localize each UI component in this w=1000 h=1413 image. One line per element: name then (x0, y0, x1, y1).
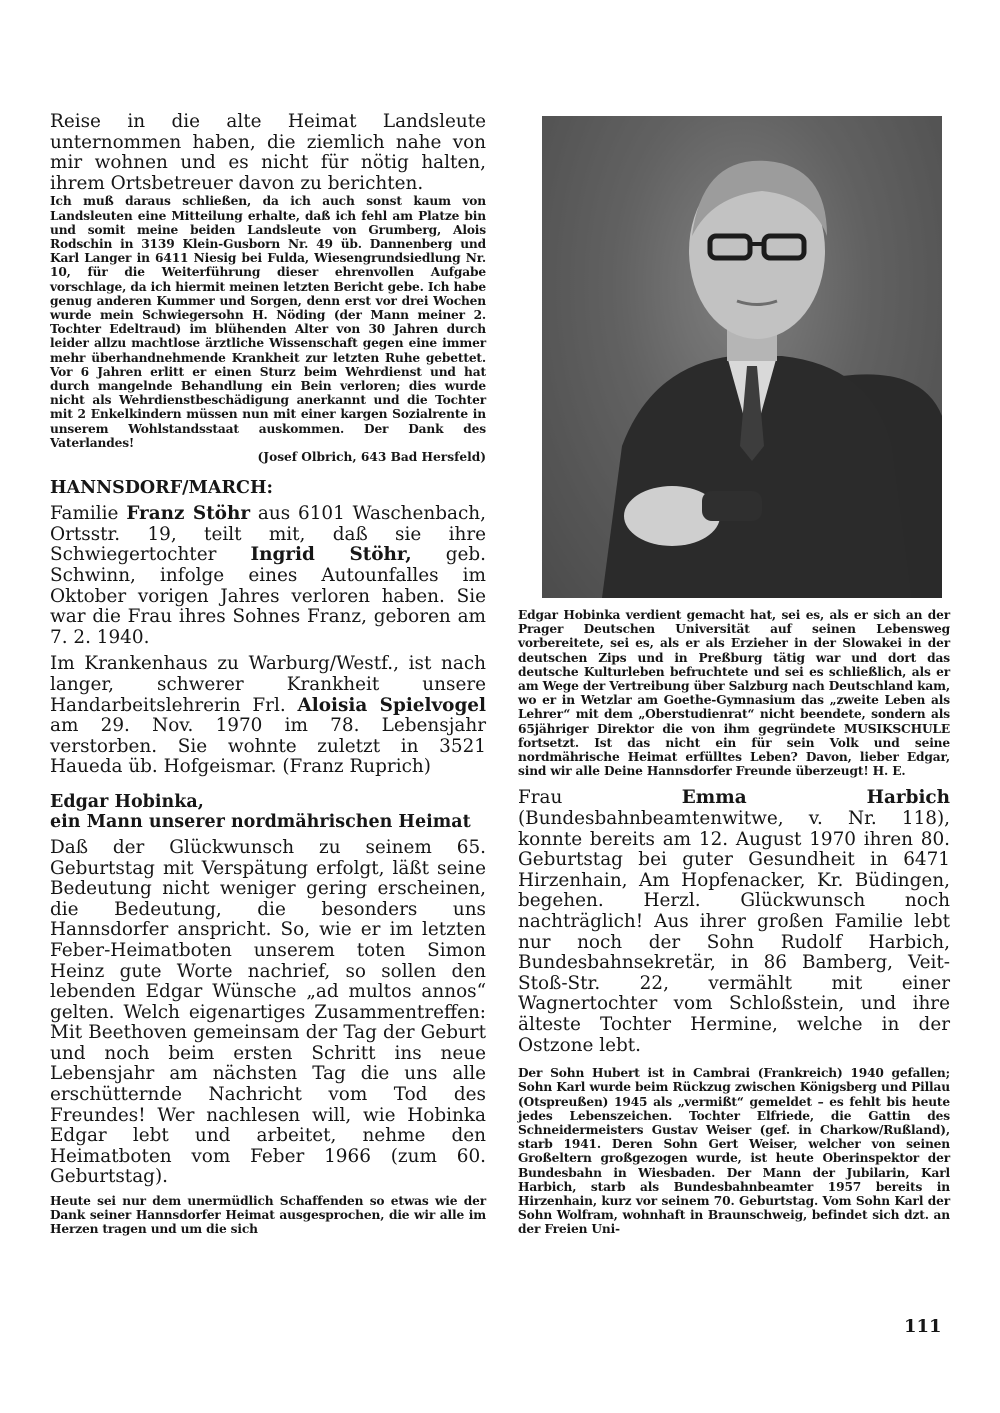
portrait-photo (542, 116, 942, 598)
paragraph-olbrich-letter: Ich muß daraus schließen, da ich auch sonst kaum von Landsleuten eine Mitteilung erhalte, daß ich fehl am Platze bin und somit meine beiden Landsleute von Grumberg, Alois Rodschin in 3139 Klein-Gusborn Nr. 49 üb. Dannenberg und Karl Langer in 6411 Niesig bei Fulda, Wiesengrundsiedlung Nr. 10, für die Weiterführung dieser ehrenvollen Aufgabe vorschlage, da ich hiermit meinen letzten Bericht gebe. Ich habe genug anderen Kummer und Sorgen, denn erst vor drei Wochen wurde mein Schwiegersohn H. Nöding (der Mann meiner 2. Tochter Edeltraud) im blühenden Alter von 30 Jahren durch leider allzu machtlose ärztliche Wissenschaft gegen eine immer mehr überhandnehmende Krankheit zur letzten Ruhe gebettet. Vor 6 Jahren erlitt er einen Sturz beim Wehrdienst und hat durch mangelnde Behandlung ein Bein verloren; dies wurde nicht als Wehrdienstbeschädigung anerkannt und die Tochter mit 2 Enkelkindern müssen nun mit einer kargen Sozialrente in unserem Wohlstandsstaat auskommen. Der Dank des Vaterlandes! (50, 194, 486, 450)
paragraph-stoehr: Familie Franz Stöhr aus 6101 Waschenbach, Ortsstr. 19, teilt mit, daß sie ihre Schwiegertochter Ingrid Stöhr, geb. Schwinn, infolge eines Autounfalles im Oktober vorigen Jahres verloren haben. Sie war die Frau ihres Sohnes Franz, geboren am 7. 2. 1940. (50, 503, 487, 648)
name-franz-stoehr: Franz Stöhr (126, 503, 251, 525)
paragraph-harbich-family: Der Sohn Hubert ist in Cambrai (Frankreich) 1940 gefallen; Sohn Karl wurde beim Rückzug zwischen Königsberg und Pillau (Otspreußen) 1945 als „vermißt“ gemeldet – es fehlt bis heute jedes Lebenszeichen. Tochter Elfriede, die Gattin des Schneidermeisters Gustav Weiser (gef. in Charkow/Rußland), starb 1941. Deren Sohn Gert Weiser, welcher von seinen Großeltern großgezogen wurde, ist heute Oberinspektor der Bundesbahn in Wiesbaden. Der Mann der Jubilarin, Karl Harbich, starb als Bundesbahnbeamter 1957 bereits in Hirzenhain, kurz vor seinem 70. Geburtstag. Vom Sohn Karl der Sohn Wolfram, wohnhaft in Braunschweig, befindet sich dzt. an der Freien Uni- (518, 1066, 950, 1237)
signature-olbrich: (Josef Olbrich, 643 Bad Hersfeld) (257, 450, 486, 465)
paragraph-harbich: Frau Emma Harbich (Bundesbahnbeamtenwitwe, v. Nr. 118), konnte bereits am 12. August 1970 ihren 80. Geburtstag bei guter Gesundheit in 6471 Hirzenhain, Am Hopfenacker, Kr. Büdingen, begehen. Herzl. Glückwunsch noch nachträglich! Aus ihrer großen Familie lebt nur noch der Sohn Rudolf Harbich, Bundesbahnsekretär, in 86 Bamberg, Veit-Stoß-Str. 22, vermählt mit einer Wagnertochter vom Schloßstein, und ihre älteste Tochter Hermine, welche in der Ostzone lebt. (518, 787, 950, 1056)
paragraph-reise: Reise in die alte Heimat Landsleute unternommen haben, die ziemlich nahe von mir wohnen und es nicht für nötig halten, ihrem Ortsbetreuer davon zu berichten. (50, 111, 486, 194)
paragraph-hobinka-birthday: Daß der Glückwunsch zu seinem 65. Geburtstag mit Verspätung erfolgt, läßt seine Bedeutung nicht weniger gering erscheinen, die Bedeutung, die besonders uns Hannsdorfer anspricht. So, wie er im letzten Feber-Heimatboten unserem toten Simon Heinz gute Worte nachrief, so sollen den lebenden Edgar Wünsche „ad multos annos“ gelten. Welch eigenartiges Zusammentreffen: Mit Beethoven gemeinsam der Tag der Geburt und noch beim ersten Schritt ins neue Lebensjahr am nächsten Tag die uns alle erschütternde Nachricht vom Tod des Freundes! Wer nachlesen will, wie Hobinka Edgar lebt und arbeitet, nehme den Heimatboten vom Feber 1966 (zum 60. Geburtstag). (50, 836, 486, 1188)
name-aloisia-spielvogel: Aloisia Spielvogel (297, 694, 486, 716)
right-column (518, 116, 950, 1237)
article-subheading-hobinka: ein Mann unserer nordmährischen Heimat (50, 811, 471, 832)
article-heading-hobinka: Edgar Hobinka, (50, 791, 204, 812)
page-number: 111 (904, 1316, 942, 1337)
paragraph-spielvogel: Im Krankenhaus zu Warburg/Westf., ist nach langer, schwerer Krankheit unsere Handarbeitslehrerin Frl. Aloisia Spielvogel am 29. Nov. 1970 im 78. Lebensjahr verstorben. Sie wohnte zuletzt in 3521 Haueda üb. Hofgeismar. (Franz Ruprich) (50, 653, 486, 778)
photo-caption-hobinka: Edgar Hobinka verdient gemacht hat, sei es, als er sich an der Prager Deutschen Universität auf seinen Lebensweg vorbereitete, sei es, als er als Erzieher in der Slowakei in der deutschen Zips und in Preßburg tätig war und dort das deutsche Kulturleben befruchtete und sei es schließlich, als er am Wege der Vertreibung über Salzburg nach Deutschland kam, wo er in Wetzlar am Goethe-Gymnasium das „zweite Leben als Lehrer“ mit dem „Oberstudienrat“ nicht beendete, sondern als 65jähriger Direktor die von ihm gegründete MUSIKSCHULE fortsetzt. Ist das nicht ein für sein Volk und seine nordmährische Heimat erfülltes Leben? Davon, lieber Edgar, sind wir alle Deine Hannsdorfer Freunde überzeugt! H. E. (518, 608, 950, 779)
portrait-figure (542, 116, 942, 598)
section-heading-hannsdorf: HANNSDORF/MARCH: (50, 478, 273, 499)
name-ingrid-stoehr: Ingrid Stöhr, (250, 544, 412, 566)
paragraph-hobinka-thanks: Heute sei nur dem unermüdlich Schaffenden so etwas wie der Dank seiner Hannsdorfer Heimat ausgesprochen, die wir alle im Herzen tragen und um die sich (50, 1194, 486, 1237)
left-column (50, 112, 486, 1237)
name-emma-harbich: Emma Harbich (681, 787, 950, 809)
